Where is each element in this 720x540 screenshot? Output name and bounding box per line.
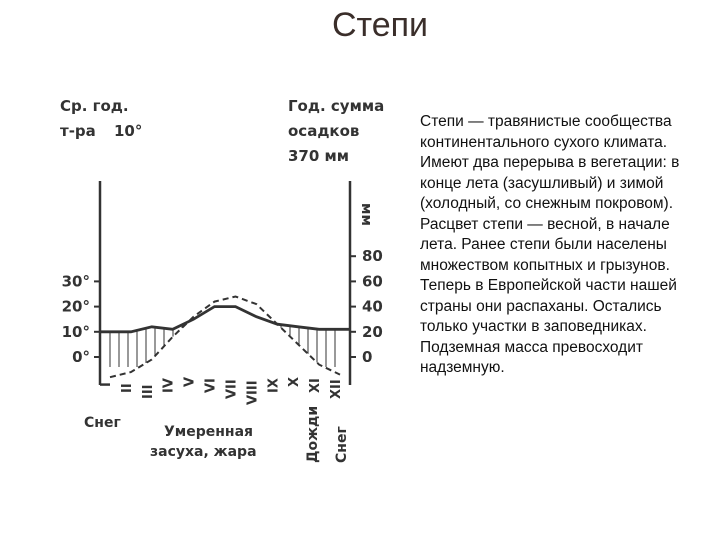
month-label: II [119,383,135,393]
drought-label-2: засуха, жара [150,444,257,460]
right-tick-label: 20 [362,322,383,341]
right-tick-label: 0 [362,348,373,366]
month-label: IX [266,378,282,393]
left-tick-label: 20° [61,297,90,316]
month-label: IV [161,378,177,393]
rain-label: Дожди [305,405,321,463]
month-label: XI [308,378,324,393]
month-label: XII [329,379,344,399]
right-tick-label: 40 [362,297,383,316]
climate-diagram [52,95,412,465]
month-label: VII [224,379,240,399]
left-tick-label: 0° [72,348,90,366]
drought-label-1: Умеренная [164,424,254,440]
month-label: V [182,376,198,387]
month-label: I [99,382,114,387]
month-label: X [287,376,303,387]
slide-title: Степи [331,6,429,44]
temperature-series-line [110,297,340,378]
left-tick-label: 30° [61,272,90,291]
tick-labels [62,247,383,405]
left-header-value: 10° [114,122,143,140]
right-header-value: 370 мм [288,147,350,165]
description-text: Степи — травянистые сообщества континентального сухого климата. Имеют два перерыва в вегетации: в конце лета (засушливый) и зимой (холодный, со снежным покровом). Расцвет степи — весной, в начале лета. Ранее степи были населены множеством копытных и грызунов. Теперь в Европейской части нашей страны они распаханы. Остались только участки в заповедниках. Подземная масса превосходит надземную. [420,113,680,376]
snow-right-label: Снег [334,426,350,463]
right-axis-unit: мм [358,203,374,226]
right-tick-label: 60 [362,272,383,291]
climate-chart-svg [52,95,412,465]
left-tick-label: 10° [61,322,90,341]
left-header-2: т-ра [60,122,96,140]
right-header-2: осадков [288,122,360,140]
precipitation-series-line [100,307,350,332]
right-tick-label: 80 [362,247,383,266]
left-header-1: Ср. год. [60,97,129,115]
month-label: III [140,384,156,399]
hatch-area [110,325,335,367]
month-label: VI [203,378,219,393]
month-label: VIII [245,380,261,405]
snow-left-label: Снег [84,415,121,431]
right-header-1: Год. сумма [288,97,385,115]
